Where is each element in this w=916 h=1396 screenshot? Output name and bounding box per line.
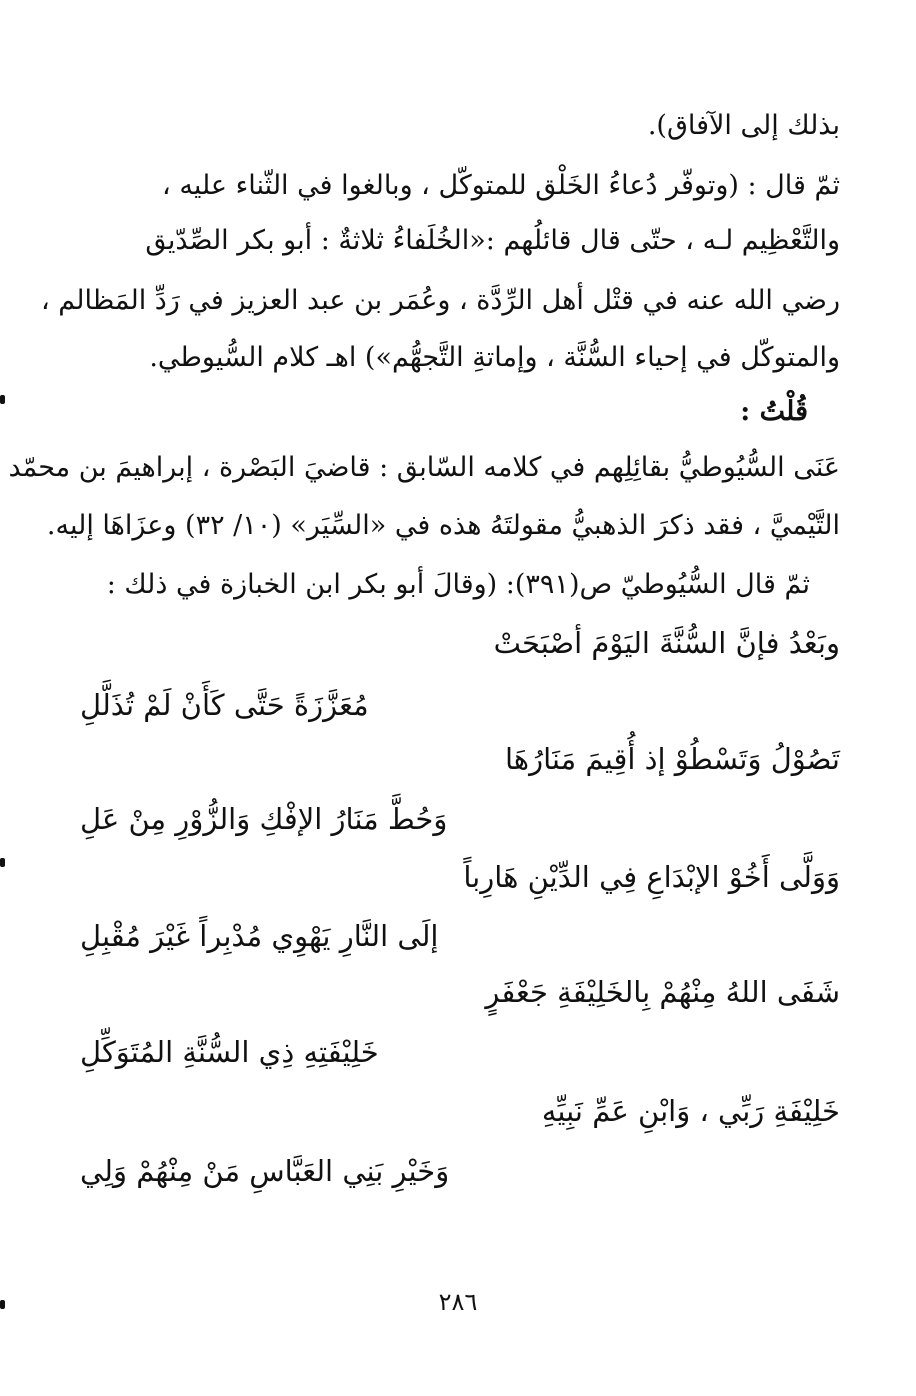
paragraph-line-8: ثمّ قال السُّيُوطيّ ص(٣٩١): (وقالَ أبو بكر ابن الخبازة في ذلك : — [106, 569, 810, 600]
verse-3-second-hemistich: إلَى النَّارِ يَهْوِي مُدْبِراً غَيْرَ مُقْبِلِ — [80, 919, 439, 953]
verse-5-first-hemistich: خَلِيْفَةِ رَبِّي ، وَابْنِ عَمِّ نَبِيِّهِ — [541, 1094, 840, 1128]
scan-edge-mark — [0, 395, 5, 404]
scan-edge-mark — [0, 1300, 5, 1309]
section-heading: قُلْتُ : — [740, 396, 808, 427]
paragraph-line-3: والتَّعْظِيم لـه ، حتّى قال قائلُهم :«الخُلَفاءُ ثلاثةٌ : أبو بكر الصِّدّيق — [145, 225, 840, 256]
verse-1-second-hemistich: مُعَزَّزَةً حَتَّى كَأَنْ لَمْ تُذَلَّلِ — [80, 688, 369, 722]
verse-2-first-hemistich: تَصُوْلُ وَتَسْطُوْ إذ أُقِيمَ مَنَارُهَا — [504, 742, 840, 776]
page-number: ٢٨٦ — [438, 1288, 478, 1316]
paragraph-line-7: التَّيْميَّ ، فقد ذكرَ الذهبيُّ مقولتَهُ هذه في «السِّيَر» (١٠/ ٣٢) وعزَاهَا إليه. — [46, 510, 840, 541]
scan-edge-mark — [0, 858, 5, 867]
verse-1-first-hemistich: وبَعْدُ فإنَّ السُّنَّةَ اليَوْمَ أصْبَحَتْ — [493, 626, 840, 660]
verse-5-second-hemistich: وَخَيْرِ بَنِي العَبَّاسِ مَنْ مِنْهُمْ وَلِي — [80, 1154, 450, 1188]
paragraph-line-6: عَنَى السُّيُوطيُّ بقائِلِهم في كلامه السّابق : قاضيَ البَصْرة ، إبراهيمَ بن محمّد — [8, 452, 840, 483]
paragraph-line-5: والمتوكّل في إحياء السُّنَّة ، وإماتةِ التَّجهُّم») اهـ كلام السُّيوطي. — [149, 342, 840, 373]
paragraph-line-2: ثمّ قال : (وتوفّر دُعاءُ الخَلْق للمتوكّل ، وبالغوا في الثّناء عليه ، — [162, 170, 840, 201]
paragraph-line-4: رضي الله عنه في قتْل أهل الرِّدَّة ، وعُمَر بن عبد العزيز في رَدِّ المَظالم ، — [40, 285, 840, 316]
verse-2-second-hemistich: وَحُطَّ مَنَارُ الإفْكِ وَالزُّوْرِ مِنْ عَلِ — [80, 802, 448, 836]
paragraph-line-1: بذلك إلى الآفاق). — [647, 110, 840, 141]
verse-4-second-hemistich: خَلِيْفَتِهِ ذِي السُّنَّةِ المُتَوَكِّلِ — [80, 1035, 379, 1069]
verse-4-first-hemistich: شَفَى اللهُ مِنْهُمْ بِالخَلِيْفَةِ جَعْفَرٍ — [485, 975, 840, 1009]
verse-3-first-hemistich: وَوَلَّى أَخُوْ الإبْدَاعِ فِي الدِّيْنِ هَارِباً — [463, 860, 840, 894]
